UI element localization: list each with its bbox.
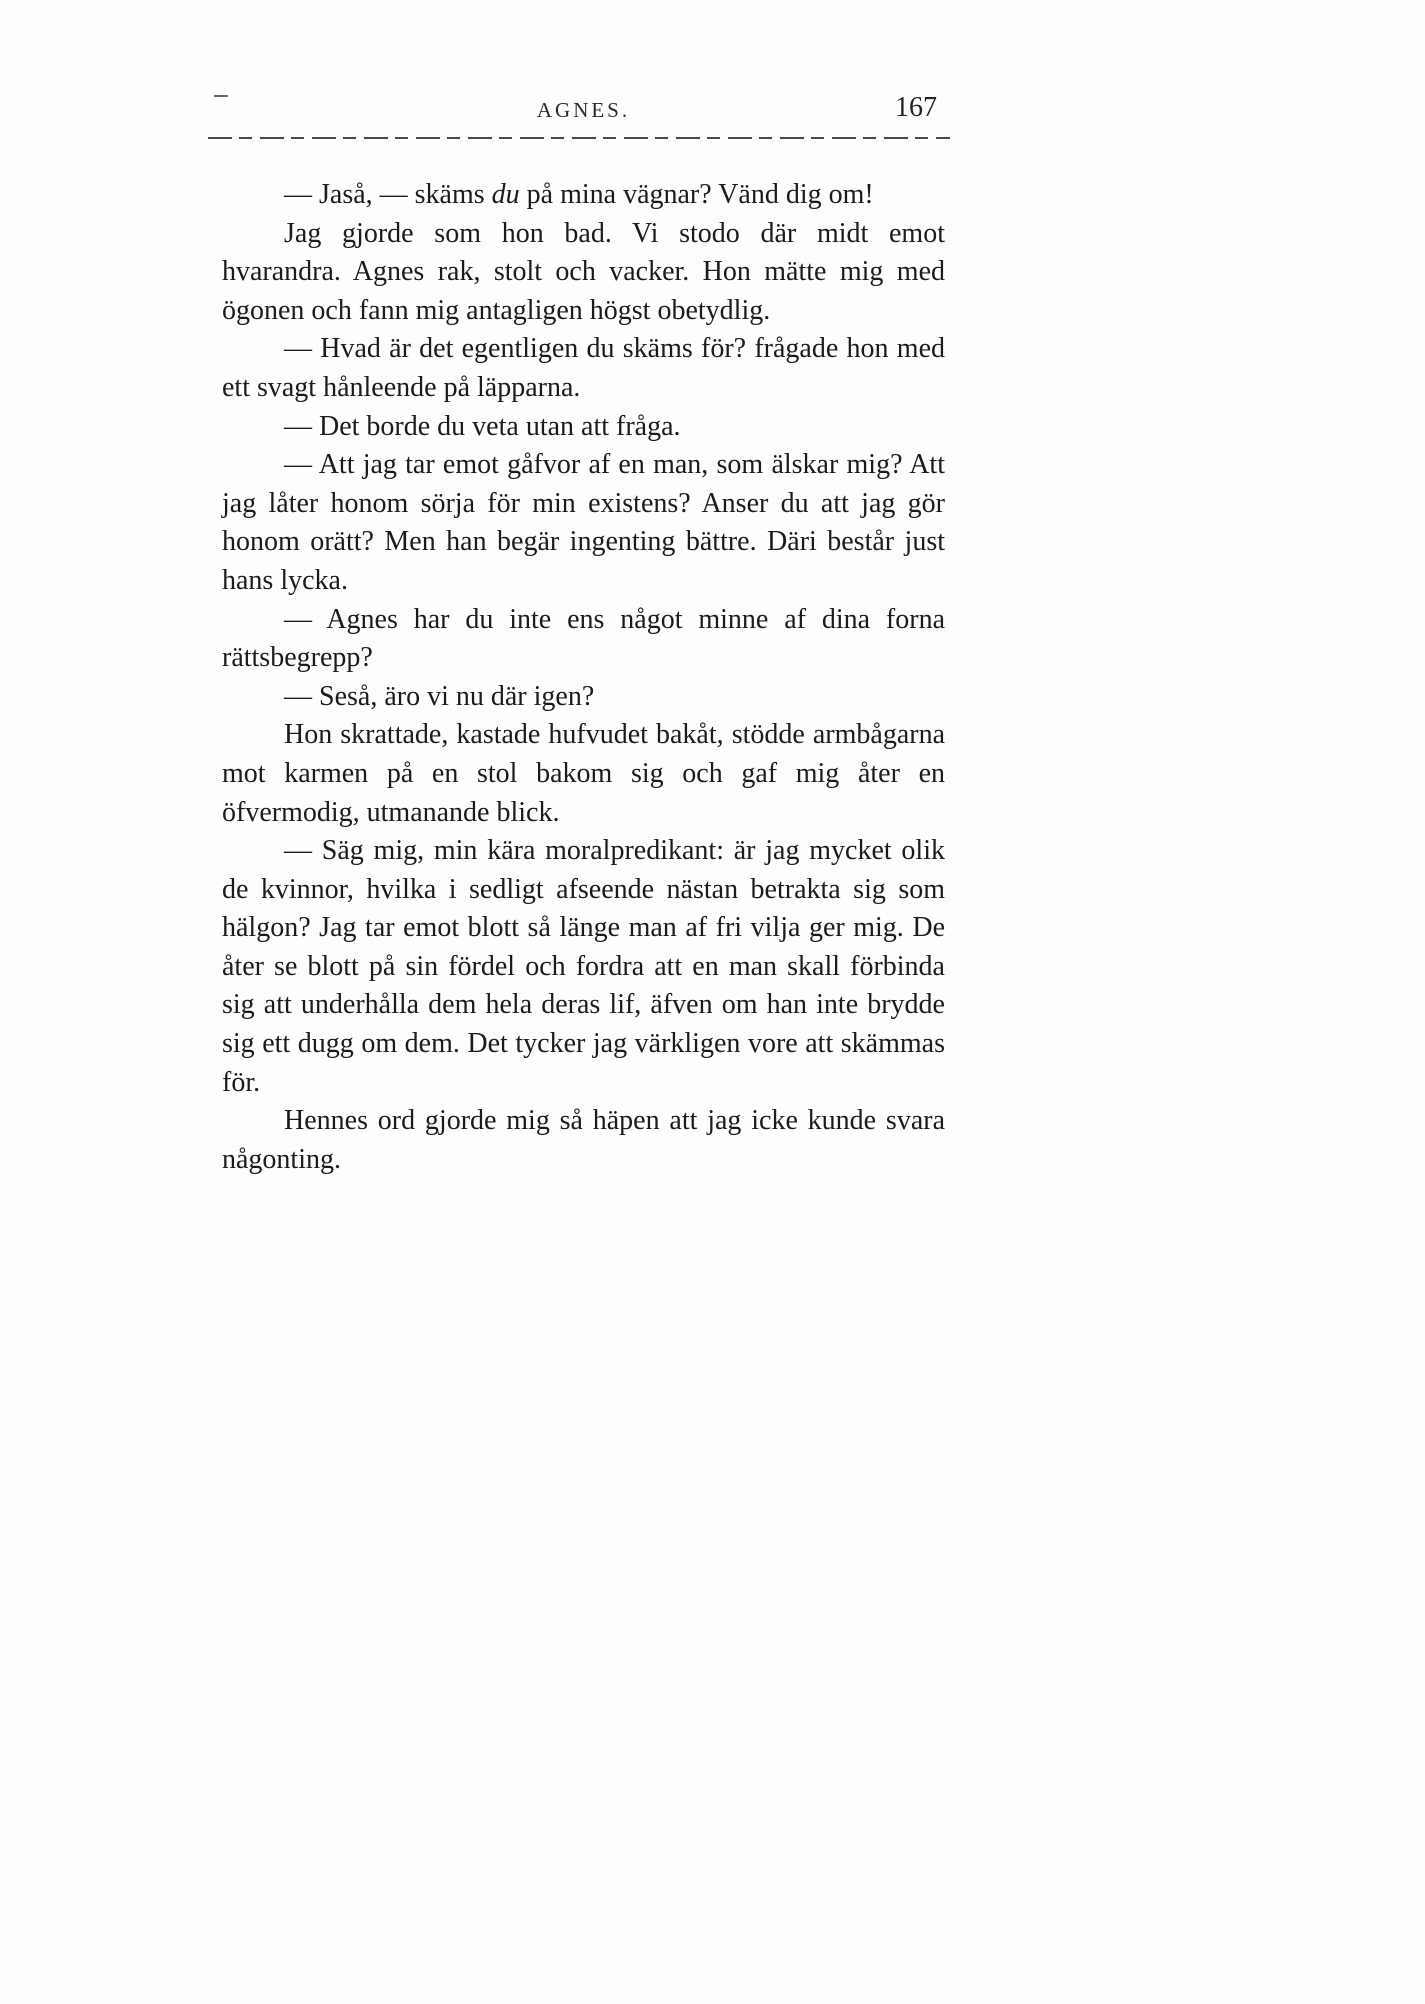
paragraph: — Hvad är det egentligen du skäms för? frågade hon med ett svagt hånleende på läpparna. [222, 333, 945, 403]
running-title: AGNES. [536, 98, 631, 122]
paragraph: — Att jag tar emot gåfvor af en man, som älskar mig? Att jag låter honom sörja för min existens? Anser du att jag gör honom orätt? Men han begär ingenting bättre. Däri består just hans lycka. [222, 449, 945, 596]
page-header [222, 94, 945, 128]
paragraph: — Det borde du veta utan att fråga. [284, 410, 681, 442]
paragraph: Jag gjorde som hon bad. Vi stodo där midt emot hvarandra. Agnes rak, stolt och vacker. Hon mätte mig med ögonen och fann mig antagligen högst obetydlig. [222, 217, 945, 326]
body-text [222, 176, 945, 1179]
header-rule [208, 137, 950, 139]
paragraph: Hennes ord gjorde mig så häpen att jag icke kunde svara någonting. [222, 1105, 945, 1175]
paragraph: — Jaså, — skäms du på mina vägnar? Vänd dig om! [284, 179, 874, 210]
paragraph: Hon skrattade, kastade hufvudet bakåt, stödde armbågarna mot karmen på en stol bakom sig och gaf mig åter en öfvermodig, utmanande blick. [222, 719, 945, 828]
paragraph: — Seså, äro vi nu där igen? [284, 680, 595, 712]
paragraph: — Säg mig, min kära moralpredikant: är jag mycket olik de kvinnor, hvilka i sedligt afseende nästan betrakta sig som hälgon? Jag tar emot blott så länge man af fri vilja ger mig. De åter se blott på sin fördel och fordra att en man skall förbinda sig att underhålla dem hela deras lif, äfven om han inte brydde sig ett dugg om dem. Det tycker jag värkligen vore att skämmas för. [222, 835, 945, 1098]
page-number: 167 [895, 92, 937, 123]
paragraph: — Agnes har du inte ens något minne af dina forna rättsbegrepp? [222, 603, 945, 674]
